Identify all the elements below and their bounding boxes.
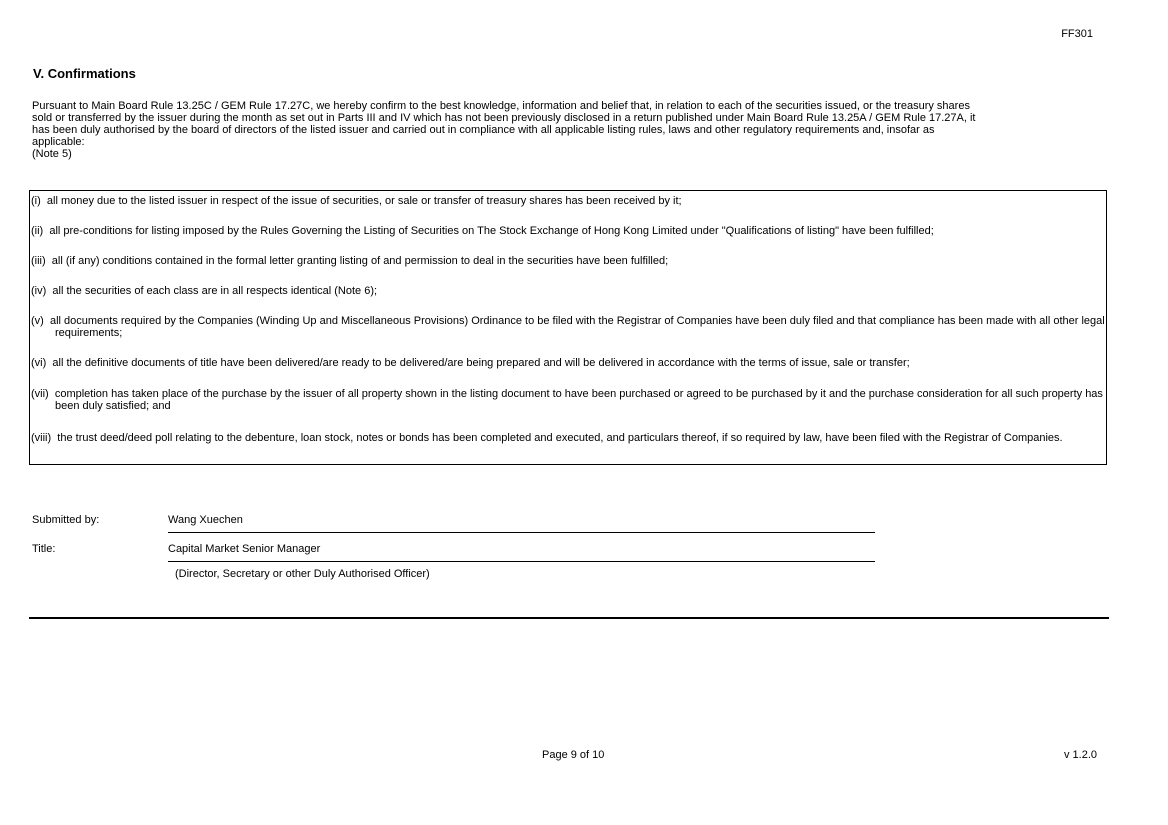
confirmation-number: (viii)	[31, 432, 52, 444]
form-code: FF301	[1061, 28, 1093, 40]
confirmation-item-vii	[30, 388, 1105, 412]
section-title: V. Confirmations	[33, 66, 136, 81]
submitted-by-underline	[168, 532, 875, 533]
confirmation-number: (vi)	[31, 357, 47, 369]
version-label: v 1.2.0	[1063, 749, 1097, 761]
submitted-by-value: Wang Xuechen	[168, 514, 243, 526]
title-underline	[168, 561, 875, 562]
section-divider	[29, 617, 1109, 619]
confirmation-item-ii	[30, 225, 1105, 237]
confirmation-item-iv	[30, 285, 1105, 297]
confirmation-intro: Pursuant to Main Board Rule 13.25C / GEM Rule 17.27C, we hereby confirm to the best knowledge, information and belief that, in relation to each of the securities issued, or the treasury shares sold or transferred by the issuer during the month as set out in Parts III and IV which has not been previously disclosed in a return published under Main Board Rule 13.25A / GEM Rule 17.27A, it has been duly authorised by the board of directors of the listed issuer and carried out in compliance with all applicable listing rules, laws and other regulatory requirements and, insofar as applicable: (Note 5)	[32, 100, 976, 160]
confirmation-item-viii	[30, 432, 1105, 444]
confirmation-item-i	[30, 195, 1105, 207]
confirmation-number: (v)	[31, 315, 44, 327]
submitted-by-label: Submitted by:	[32, 514, 100, 526]
title-label: Title:	[32, 543, 56, 555]
signatory-note: (Director, Secretary or other Duly Authorised Officer)	[175, 568, 430, 580]
confirmation-number: (i)	[31, 195, 41, 207]
confirmation-item-v	[30, 315, 1105, 339]
confirmation-text: all pre-conditions for listing imposed by the Rules Governing the Listing of Securities on The Stock Exchange of Hong Kong Limited under "Qualifications of listing" have been fulfilled;	[49, 225, 934, 237]
confirmation-text: all (if any) conditions contained in the formal letter granting listing of and permission to deal in the securities have been fulfilled;	[51, 255, 669, 267]
confirmation-text: all the definitive documents of title have been delivered/are ready to be delivered/are being prepared and will be delivered in accordance with the terms of issue, sale or transfer;	[52, 357, 910, 369]
page-number: Page 9 of 10	[542, 749, 605, 761]
confirmation-number: (iii)	[31, 255, 46, 267]
confirmation-text: the trust deed/deed poll relating to the debenture, loan stock, notes or bonds has been completed and executed, and particulars thereof, if so required by law, have been filed with the Registrar of Companies.	[57, 432, 1063, 444]
confirmations-box	[29, 190, 1107, 465]
confirmation-number: (ii)	[31, 225, 44, 237]
confirmation-text: all money due to the listed issuer in respect of the issue of securities, or sale or transfer of treasury shares has been received by it;	[46, 195, 682, 207]
confirmation-item-iii	[30, 255, 1105, 267]
confirmation-item-vi	[30, 357, 1105, 369]
confirmation-text: all documents required by the Companies (Winding Up and Miscellaneous Provisions) Ordinance to be filed with the Registrar of Companies have been duly filed and that compliance has been made with all other legal requirements;	[49, 315, 1105, 339]
confirmation-number: (vii)	[31, 388, 49, 400]
confirmation-number: (iv)	[31, 285, 47, 297]
confirmation-text: all the securities of each class are in all respects identical (Note 6);	[52, 285, 378, 297]
confirmation-text: completion has taken place of the purchase by the issuer of all property shown in the listing document to have been purchased or agreed to be purchased by it and the purchase consideration for all such property has been duly satisfied; and	[54, 388, 1103, 412]
title-value: Capital Market Senior Manager	[168, 543, 321, 555]
